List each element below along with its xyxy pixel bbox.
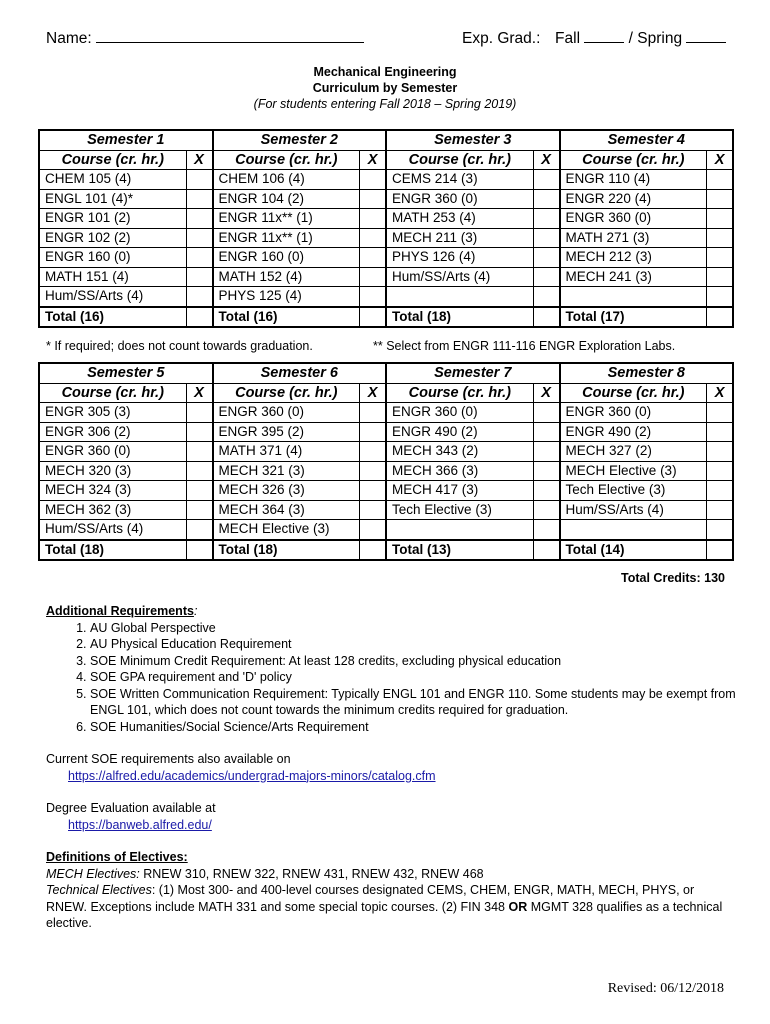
course-cell xyxy=(386,287,533,307)
course-cell: MECH 366 (3) xyxy=(386,461,533,481)
course-cell xyxy=(560,520,707,540)
completed-checkbox-cell[interactable] xyxy=(707,267,734,287)
course-cell: ENGR 160 (0) xyxy=(39,248,186,268)
course-row xyxy=(39,209,733,229)
course-cell: CEMS 214 (3) xyxy=(386,170,533,190)
completed-checkbox-cell[interactable] xyxy=(186,248,213,268)
completed-checkbox-cell[interactable] xyxy=(533,248,560,268)
completed-checkbox-cell[interactable] xyxy=(707,422,734,442)
course-cell: ENGR 11x** (1) xyxy=(213,228,360,248)
completed-checkbox-cell[interactable] xyxy=(186,170,213,190)
grad-label: Exp. Grad.: xyxy=(462,30,541,47)
completed-column-header: X xyxy=(186,150,213,170)
mech-electives-list: RNEW 310, RNEW 322, RNEW 431, RNEW 432, RNEW 468 xyxy=(139,866,484,881)
course-column-header: Course (cr. hr.) xyxy=(386,383,533,403)
completed-checkbox-cell[interactable] xyxy=(360,520,387,540)
course-cell: MECH 327 (2) xyxy=(560,442,707,462)
course-column-header: Course (cr. hr.) xyxy=(39,383,186,403)
completed-checkbox-cell[interactable] xyxy=(533,209,560,229)
title-cohort: (For students entering Fall 2018 – Spring 2019) xyxy=(253,97,517,111)
completed-checkbox-cell[interactable] xyxy=(533,461,560,481)
completed-checkbox-cell[interactable] xyxy=(533,422,560,442)
footnote-double: ** Select from ENGR 111-116 ENGR Exploration Labs. xyxy=(373,339,676,353)
semester-total: Total (14) xyxy=(560,540,707,561)
semester-name: Semester 5 xyxy=(39,363,213,383)
course-cell: MECH 362 (3) xyxy=(39,500,186,520)
completed-checkbox-cell[interactable] xyxy=(533,170,560,190)
semester-total: Total (18) xyxy=(39,540,186,561)
course-cell: ENGR 490 (2) xyxy=(386,422,533,442)
course-cell: Hum/SS/Arts (4) xyxy=(560,500,707,520)
title-subtitle: Curriculum by Semester xyxy=(312,81,458,95)
tech-electives-text-2: MGMT 328 qualifies as a technical elective. xyxy=(46,899,723,930)
total-checkbox-cell[interactable] xyxy=(707,540,734,561)
requirements-list xyxy=(46,620,736,736)
degree-eval-text: Degree Evaluation available at xyxy=(46,801,216,815)
semester-total: Total (13) xyxy=(386,540,533,561)
completed-column-header: X xyxy=(533,383,560,403)
fall-input-line[interactable] xyxy=(584,28,624,43)
requirement-item: 5. SOE Written Communication Requirement: Typically ENGL 101 and ENGR 110. Some students may be exempt from ENGL 101, which does not count towards the minimum credits required for graduation. xyxy=(90,686,736,719)
course-cell: ENGR 395 (2) xyxy=(213,422,360,442)
completed-checkbox-cell[interactable] xyxy=(533,481,560,501)
additional-heading: Additional Requirements xyxy=(46,604,194,618)
course-cell: PHYS 125 (4) xyxy=(213,287,360,307)
course-cell: ENGR 306 (2) xyxy=(39,422,186,442)
completed-checkbox-cell[interactable] xyxy=(533,403,560,423)
course-cell: MATH 371 (4) xyxy=(213,442,360,462)
completed-checkbox-cell[interactable] xyxy=(707,170,734,190)
completed-checkbox-cell[interactable] xyxy=(360,403,387,423)
course-cell: MECH 241 (3) xyxy=(560,267,707,287)
completed-checkbox-cell[interactable] xyxy=(186,189,213,209)
course-cell: MECH Elective (3) xyxy=(213,520,360,540)
semester-name: Semester 8 xyxy=(560,363,734,383)
semester-name: Semester 1 xyxy=(39,130,213,150)
course-cell: MECH 324 (3) xyxy=(39,481,186,501)
course-cell: MECH 321 (3) xyxy=(213,461,360,481)
requirement-item: 6. SOE Humanities/Social Science/Arts Requirement xyxy=(90,719,736,736)
course-cell: ENGR 160 (0) xyxy=(213,248,360,268)
tech-electives-or: OR xyxy=(508,899,528,914)
soe-catalog-link[interactable]: https://alfred.edu/academics/undergrad-majors-minors/catalog.cfm xyxy=(68,768,436,783)
completed-checkbox-cell[interactable] xyxy=(360,461,387,481)
name-label: Name: xyxy=(46,30,92,47)
total-checkbox-cell[interactable] xyxy=(707,307,734,328)
course-cell: MECH 364 (3) xyxy=(213,500,360,520)
course-cell: MATH 152 (4) xyxy=(213,267,360,287)
semester-total: Total (18) xyxy=(213,540,360,561)
course-cell: Tech Elective (3) xyxy=(560,481,707,501)
total-checkbox-cell[interactable] xyxy=(533,307,560,328)
completed-checkbox-cell[interactable] xyxy=(360,189,387,209)
course-cell: ENGR 11x** (1) xyxy=(213,209,360,229)
completed-checkbox-cell[interactable] xyxy=(707,228,734,248)
tech-electives-text-1: : (1) Most 300- and 400-level courses designated CEMS, CHEM, ENGR, MATH, MECH, PHYS, or RNEW. Exceptions include MATH 331 and some special topic courses. (2) FIN 348 xyxy=(46,883,695,914)
completed-column-header: X xyxy=(707,150,734,170)
course-cell: MECH 211 (3) xyxy=(386,228,533,248)
completed-column-header: X xyxy=(360,383,387,403)
course-row xyxy=(39,500,733,520)
course-row xyxy=(39,442,733,462)
completed-checkbox-cell[interactable] xyxy=(186,267,213,287)
completed-checkbox-cell[interactable] xyxy=(707,500,734,520)
course-cell: ENGR 360 (0) xyxy=(560,209,707,229)
completed-column-header: X xyxy=(186,383,213,403)
grad-field-row xyxy=(462,28,726,48)
course-column-header: Course (cr. hr.) xyxy=(560,383,707,403)
course-row xyxy=(39,287,733,307)
course-cell: ENGR 102 (2) xyxy=(39,228,186,248)
course-cell: MECH 417 (3) xyxy=(386,481,533,501)
tech-electives-label: Technical Electives xyxy=(46,883,152,897)
semester-total: Total (16) xyxy=(213,307,360,328)
semester-name: Semester 7 xyxy=(386,363,560,383)
banweb-link[interactable]: https://banweb.alfred.edu/ xyxy=(68,817,212,832)
spring-input-line[interactable] xyxy=(686,28,726,43)
semester-table-1-4 xyxy=(38,129,734,328)
requirement-item: 1. AU Global Perspective xyxy=(90,620,736,637)
course-row xyxy=(39,228,733,248)
completed-checkbox-cell[interactable] xyxy=(186,520,213,540)
semester-name: Semester 4 xyxy=(560,130,734,150)
completed-checkbox-cell[interactable] xyxy=(186,209,213,229)
degree-evaluation-block xyxy=(46,800,216,833)
course-cell: ENGR 110 (4) xyxy=(560,170,707,190)
completed-checkbox-cell[interactable] xyxy=(707,287,734,307)
completed-checkbox-cell[interactable] xyxy=(533,228,560,248)
course-column-header: Course (cr. hr.) xyxy=(39,150,186,170)
total-row xyxy=(39,307,733,328)
course-cell: PHYS 126 (4) xyxy=(386,248,533,268)
course-column-header: Course (cr. hr.) xyxy=(213,383,360,403)
course-cell: ENGR 360 (0) xyxy=(560,403,707,423)
course-cell: ENGR 360 (0) xyxy=(386,403,533,423)
completed-checkbox-cell[interactable] xyxy=(186,500,213,520)
course-cell: ENGR 104 (2) xyxy=(213,189,360,209)
completed-checkbox-cell[interactable] xyxy=(360,209,387,229)
revised-date: Revised: 06/12/2018 xyxy=(607,981,724,996)
course-cell: MECH 326 (3) xyxy=(213,481,360,501)
completed-checkbox-cell[interactable] xyxy=(360,228,387,248)
completed-column-header: X xyxy=(707,383,734,403)
completed-checkbox-cell[interactable] xyxy=(360,287,387,307)
course-row xyxy=(39,461,733,481)
semester-total: Total (17) xyxy=(560,307,707,328)
footnote-single: * If required; does not count towards graduation. xyxy=(46,339,313,353)
course-cell: MECH 320 (3) xyxy=(39,461,186,481)
course-column-header: Course (cr. hr.) xyxy=(386,150,533,170)
course-cell xyxy=(386,520,533,540)
completed-checkbox-cell[interactable] xyxy=(360,267,387,287)
semester-name-row xyxy=(39,363,733,383)
additional-requirements: Additional Requirements: 1. AU Global Perspective 2. AU Physical Education Requirement 3. SOE Minimum Credit Requirement: At least 128 credits, excluding physical education 4. SOE GPA requirement and 'D' policy 5. SOE Written Communication Requirement: Typically ENGL 101 and ENGR 110. Some students may be exempt from ENGL 101, which does not count towards the minimum credits required for graduation. 6. SOE Humanities/Social Science/Arts Requirement xyxy=(46,603,736,735)
course-cell: ENGL 101 (4)* xyxy=(39,189,186,209)
completed-checkbox-cell[interactable] xyxy=(186,442,213,462)
course-row xyxy=(39,422,733,442)
total-credits: Total Credits: 130 xyxy=(621,571,725,585)
total-checkbox-cell[interactable] xyxy=(186,307,213,328)
spring-label: / Spring xyxy=(628,30,683,47)
course-cell: MATH 253 (4) xyxy=(386,209,533,229)
fall-label: Fall xyxy=(555,30,581,47)
total-checkbox-cell[interactable] xyxy=(533,540,560,561)
course-column-header: Course (cr. hr.) xyxy=(560,150,707,170)
semester-name-row xyxy=(39,130,733,150)
course-cell: MECH Elective (3) xyxy=(560,461,707,481)
course-row xyxy=(39,248,733,268)
page-title xyxy=(0,64,770,112)
course-cell: ENGR 220 (4) xyxy=(560,189,707,209)
course-cell: MECH 212 (3) xyxy=(560,248,707,268)
completed-checkbox-cell[interactable] xyxy=(707,209,734,229)
completed-checkbox-cell[interactable] xyxy=(707,189,734,209)
semester-name: Semester 2 xyxy=(213,130,387,150)
course-row xyxy=(39,170,733,190)
title-program: Mechanical Engineering xyxy=(313,65,457,79)
course-row xyxy=(39,267,733,287)
course-cell: CHEM 106 (4) xyxy=(213,170,360,190)
completed-column-header: X xyxy=(533,150,560,170)
completed-checkbox-cell[interactable] xyxy=(533,287,560,307)
name-input-line[interactable] xyxy=(96,28,364,43)
course-column-header: Course (cr. hr.) xyxy=(213,150,360,170)
completed-checkbox-cell[interactable] xyxy=(533,189,560,209)
completed-checkbox-cell[interactable] xyxy=(707,520,734,540)
total-checkbox-cell[interactable] xyxy=(360,540,387,561)
column-header-row xyxy=(39,383,733,403)
completed-checkbox-cell[interactable] xyxy=(360,481,387,501)
course-cell: CHEM 105 (4) xyxy=(39,170,186,190)
course-cell: ENGR 360 (0) xyxy=(386,189,533,209)
name-field-row xyxy=(46,28,364,48)
completed-checkbox-cell[interactable] xyxy=(186,422,213,442)
completed-checkbox-cell[interactable] xyxy=(360,422,387,442)
requirement-item: 2. AU Physical Education Requirement xyxy=(90,636,736,653)
completed-checkbox-cell[interactable] xyxy=(533,520,560,540)
electives-heading: Definitions of Electives: xyxy=(46,850,188,864)
completed-checkbox-cell[interactable] xyxy=(186,287,213,307)
completed-checkbox-cell[interactable] xyxy=(360,170,387,190)
semester-name: Semester 3 xyxy=(386,130,560,150)
course-row xyxy=(39,481,733,501)
course-cell xyxy=(560,287,707,307)
mech-electives-line xyxy=(46,866,736,883)
semester-total: Total (18) xyxy=(386,307,533,328)
soe-text: Current SOE requirements also available on xyxy=(46,752,291,766)
completed-checkbox-cell[interactable] xyxy=(707,248,734,268)
mech-electives-label: MECH Electives: xyxy=(46,866,140,881)
completed-checkbox-cell[interactable] xyxy=(360,248,387,268)
course-row xyxy=(39,403,733,423)
semester-name: Semester 6 xyxy=(213,363,387,383)
requirement-item: 3. SOE Minimum Credit Requirement: At least 128 credits, excluding physical education xyxy=(90,653,736,670)
total-checkbox-cell[interactable] xyxy=(360,307,387,328)
completed-checkbox-cell[interactable] xyxy=(533,267,560,287)
completed-checkbox-cell[interactable] xyxy=(186,228,213,248)
completed-checkbox-cell[interactable] xyxy=(707,461,734,481)
completed-checkbox-cell[interactable] xyxy=(707,442,734,462)
total-row xyxy=(39,540,733,561)
completed-checkbox-cell[interactable] xyxy=(186,403,213,423)
tech-electives-paragraph xyxy=(46,882,736,932)
completed-checkbox-cell[interactable] xyxy=(707,403,734,423)
course-cell: ENGR 490 (2) xyxy=(560,422,707,442)
course-cell: MATH 271 (3) xyxy=(560,228,707,248)
completed-checkbox-cell[interactable] xyxy=(186,481,213,501)
requirement-item: 4. SOE GPA requirement and 'D' policy xyxy=(90,669,736,686)
semester-table-5-8 xyxy=(38,362,734,561)
course-cell: ENGR 101 (2) xyxy=(39,209,186,229)
completed-checkbox-cell[interactable] xyxy=(186,461,213,481)
course-cell: Hum/SS/Arts (4) xyxy=(386,267,533,287)
course-row xyxy=(39,520,733,540)
course-cell: Tech Elective (3) xyxy=(386,500,533,520)
course-cell: ENGR 360 (0) xyxy=(39,442,186,462)
soe-requirements-block xyxy=(46,751,436,784)
course-row xyxy=(39,189,733,209)
completed-checkbox-cell[interactable] xyxy=(360,500,387,520)
total-checkbox-cell[interactable] xyxy=(186,540,213,561)
course-cell: ENGR 305 (3) xyxy=(39,403,186,423)
column-header-row xyxy=(39,150,733,170)
electives-definitions xyxy=(46,849,736,932)
semester-total: Total (16) xyxy=(39,307,186,328)
course-cell: MECH 343 (2) xyxy=(386,442,533,462)
completed-checkbox-cell[interactable] xyxy=(360,442,387,462)
completed-checkbox-cell[interactable] xyxy=(533,442,560,462)
completed-column-header: X xyxy=(360,150,387,170)
course-cell: Hum/SS/Arts (4) xyxy=(39,520,186,540)
completed-checkbox-cell[interactable] xyxy=(707,481,734,501)
course-cell: Hum/SS/Arts (4) xyxy=(39,287,186,307)
course-cell: MATH 151 (4) xyxy=(39,267,186,287)
course-cell: ENGR 360 (0) xyxy=(213,403,360,423)
completed-checkbox-cell[interactable] xyxy=(533,500,560,520)
